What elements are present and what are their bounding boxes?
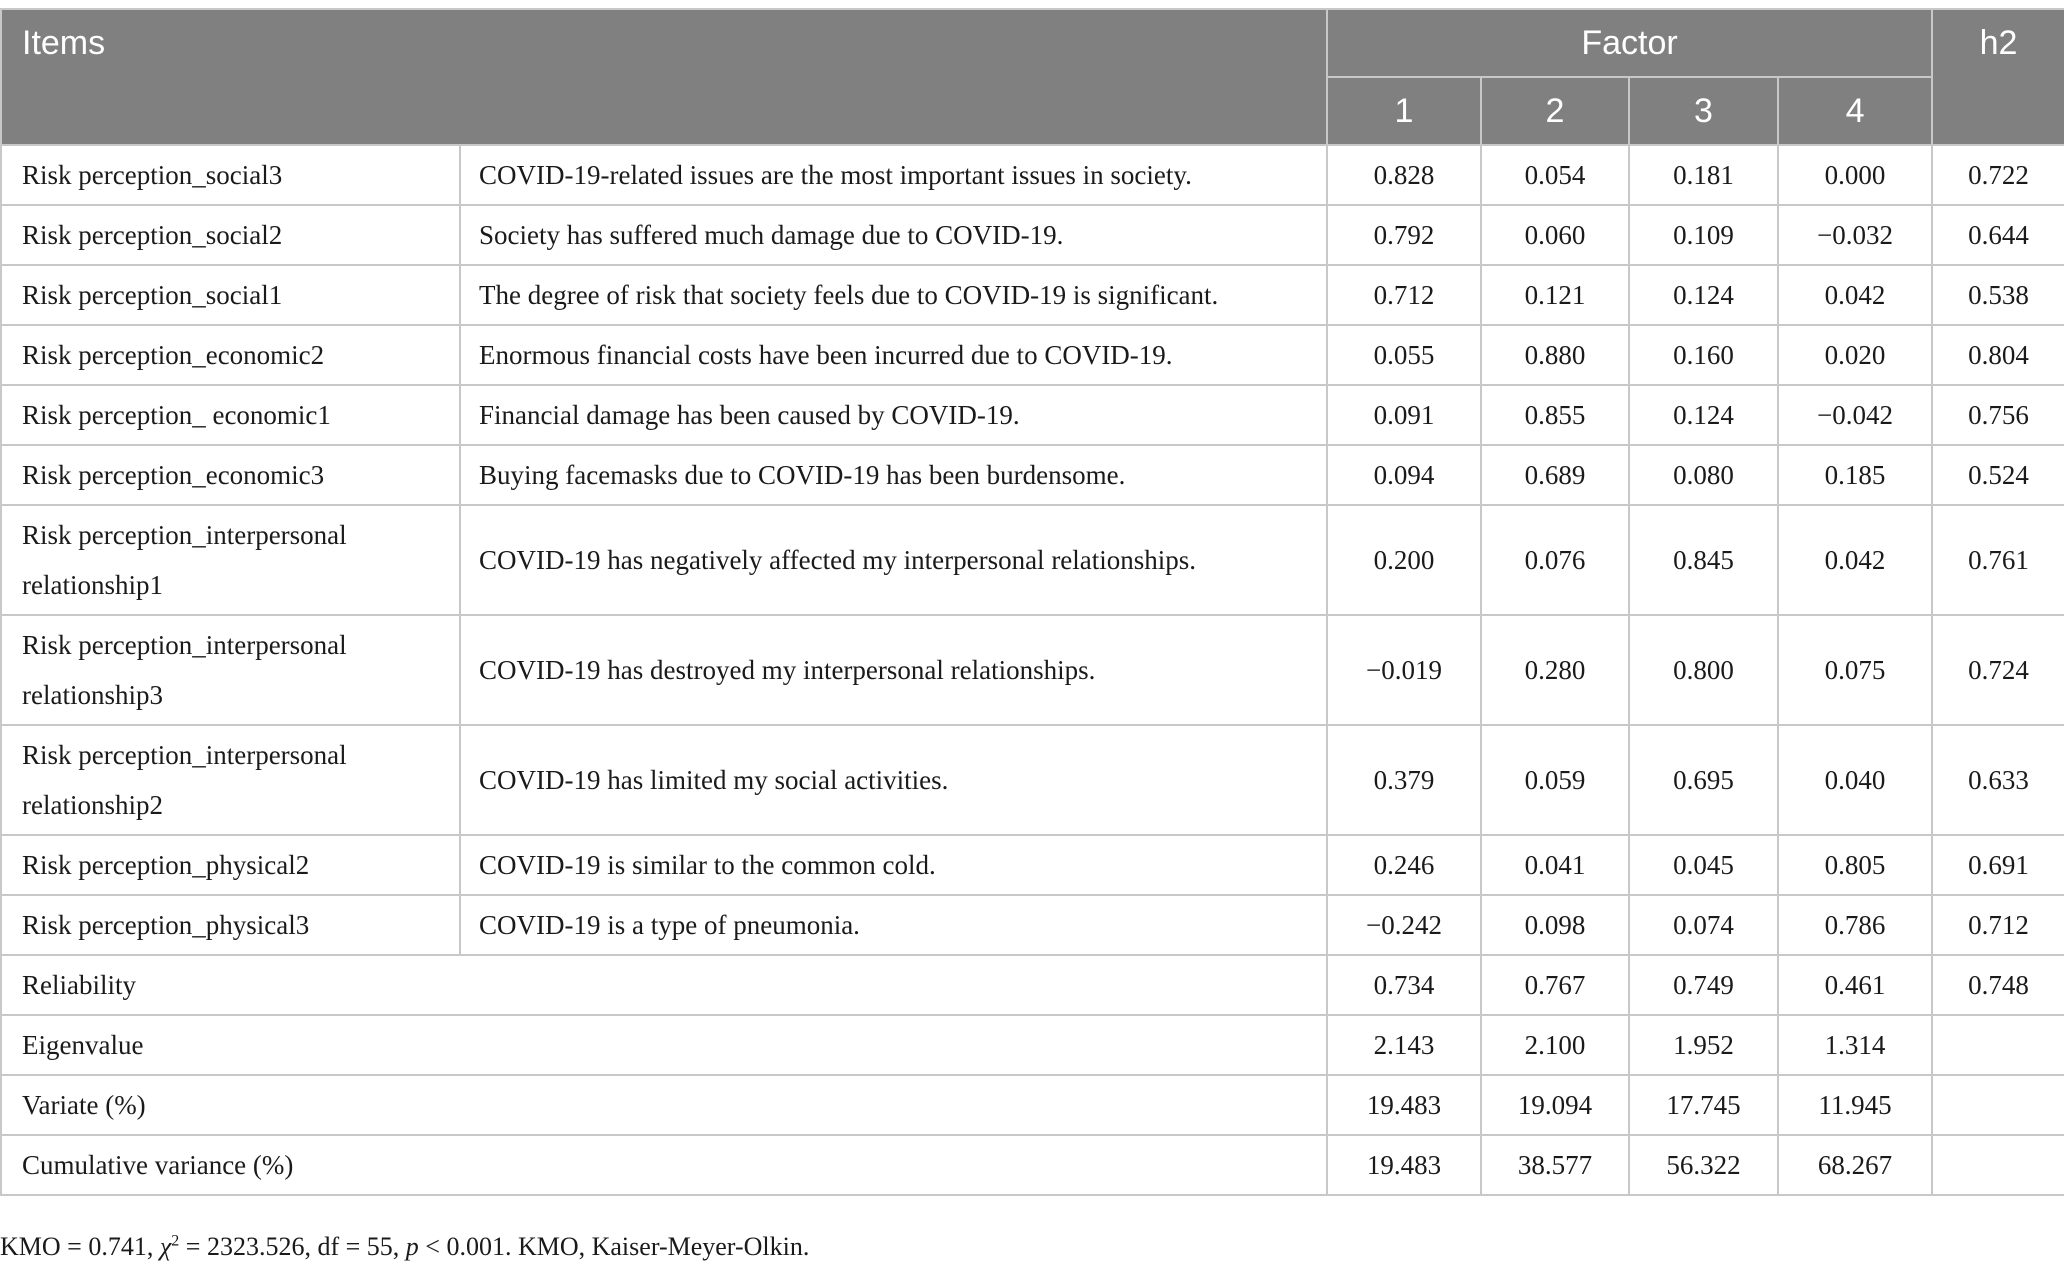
item-description: Buying facemasks due to COVID-19 has been burdensome. <box>460 445 1327 505</box>
summary-label: Variate (%) <box>1 1075 1327 1135</box>
factor-4-value: −0.032 <box>1778 205 1932 265</box>
item-description: Financial damage has been caused by COVID-19. <box>460 385 1327 445</box>
table-body <box>1 145 2064 1195</box>
footnote-chi-value: = 2323.526, df = 55, <box>179 1232 406 1261</box>
factor-3-value: 17.745 <box>1629 1075 1778 1135</box>
footnote-chi: χ <box>159 1232 172 1261</box>
item-label: Risk perception_interpersonal relationship3 <box>1 615 460 725</box>
table-row <box>1 835 2064 895</box>
factor-3-value: 0.749 <box>1629 955 1778 1015</box>
item-label: Risk perception_ economic1 <box>1 385 460 445</box>
factor-1-value: 0.200 <box>1327 505 1481 615</box>
summary-row-eigenvalue <box>1 1015 2064 1075</box>
item-description: COVID-19 has negatively affected my interpersonal relationships. <box>460 505 1327 615</box>
factor-4-value: 1.314 <box>1778 1015 1932 1075</box>
h2-value: 0.804 <box>1932 325 2064 385</box>
factor-2-value: 0.855 <box>1481 385 1629 445</box>
table-row <box>1 265 2064 325</box>
item-label: Risk perception_physical2 <box>1 835 460 895</box>
item-label: Risk perception_interpersonal relationship1 <box>1 505 460 615</box>
factor-4-value: 0.020 <box>1778 325 1932 385</box>
item-description: The degree of risk that society feels due to COVID-19 is significant. <box>460 265 1327 325</box>
factor-3-value: 0.080 <box>1629 445 1778 505</box>
h2-value: 0.691 <box>1932 835 2064 895</box>
factor-2-value: 0.689 <box>1481 445 1629 505</box>
factor-4-value: 0.042 <box>1778 505 1932 615</box>
factor-4-value: 0.042 <box>1778 265 1932 325</box>
factor-3-value: 0.695 <box>1629 725 1778 835</box>
factor-column-header: Factor <box>1327 9 1932 77</box>
item-description: Enormous financial costs have been incurred due to COVID-19. <box>460 325 1327 385</box>
factor-1-value: 0.792 <box>1327 205 1481 265</box>
table-row <box>1 725 2064 835</box>
table-row <box>1 145 2064 205</box>
factor-1-value: 0.094 <box>1327 445 1481 505</box>
footnote-p: p <box>405 1232 419 1261</box>
footnote-kmo: KMO = 0.741, <box>0 1232 160 1261</box>
h2-value: 0.756 <box>1932 385 2064 445</box>
factor-analysis-table-container <box>0 8 2064 1196</box>
table-footnote <box>0 1232 809 1262</box>
factor-2-value: 0.280 <box>1481 615 1629 725</box>
table-row <box>1 505 2064 615</box>
factor-2-value: 0.060 <box>1481 205 1629 265</box>
h2-column-header: h2 <box>1932 9 2064 145</box>
factor-analysis-table <box>0 8 2064 1196</box>
h2-value <box>1932 1075 2064 1135</box>
h2-value: 0.712 <box>1932 895 2064 955</box>
factor-4-value: 0.786 <box>1778 895 1932 955</box>
factor-3-value: 0.074 <box>1629 895 1778 955</box>
h2-value: 0.633 <box>1932 725 2064 835</box>
factor-1-value: 0.379 <box>1327 725 1481 835</box>
h2-value: 0.722 <box>1932 145 2064 205</box>
factor-3-value: 0.160 <box>1629 325 1778 385</box>
factor-3-value: 0.045 <box>1629 835 1778 895</box>
summary-label: Reliability <box>1 955 1327 1015</box>
item-label: Risk perception_economic2 <box>1 325 460 385</box>
factor-4-value: 0.000 <box>1778 145 1932 205</box>
factor-2-value: 2.100 <box>1481 1015 1629 1075</box>
factor-3-value: 0.181 <box>1629 145 1778 205</box>
summary-row-variate <box>1 1075 2064 1135</box>
factor-4-value: 0.040 <box>1778 725 1932 835</box>
h2-value: 0.724 <box>1932 615 2064 725</box>
summary-row-reliability <box>1 955 2064 1015</box>
factor-2-value: 38.577 <box>1481 1135 1629 1195</box>
factor-4-value: 0.185 <box>1778 445 1932 505</box>
factor-2-value: 0.880 <box>1481 325 1629 385</box>
item-description: COVID-19 has limited my social activities. <box>460 725 1327 835</box>
factor-3-value: 56.322 <box>1629 1135 1778 1195</box>
h2-value <box>1932 1015 2064 1075</box>
factor-1-header: 1 <box>1327 77 1481 145</box>
summary-label: Eigenvalue <box>1 1015 1327 1075</box>
table-row <box>1 615 2064 725</box>
table-row <box>1 445 2064 505</box>
h2-value: 0.761 <box>1932 505 2064 615</box>
factor-3-value: 0.109 <box>1629 205 1778 265</box>
factor-4-value: 0.461 <box>1778 955 1932 1015</box>
table-row <box>1 325 2064 385</box>
table-row <box>1 205 2064 265</box>
item-description: COVID-19 has destroyed my interpersonal relationships. <box>460 615 1327 725</box>
factor-1-value: 0.246 <box>1327 835 1481 895</box>
item-label: Risk perception_social3 <box>1 145 460 205</box>
table-row <box>1 895 2064 955</box>
footnote-p-value: < 0.001. KMO, Kaiser-Meyer-Olkin. <box>418 1232 810 1261</box>
item-description: COVID-19-related issues are the most important issues in society. <box>460 145 1327 205</box>
factor-2-value: 0.041 <box>1481 835 1629 895</box>
factor-2-value: 0.054 <box>1481 145 1629 205</box>
item-label: Risk perception_economic3 <box>1 445 460 505</box>
factor-3-value: 0.845 <box>1629 505 1778 615</box>
factor-3-value: 0.124 <box>1629 385 1778 445</box>
factor-4-value: 68.267 <box>1778 1135 1932 1195</box>
summary-row-cumulative-variance <box>1 1135 2064 1195</box>
factor-2-value: 0.121 <box>1481 265 1629 325</box>
item-label: Risk perception_interpersonal relationship2 <box>1 725 460 835</box>
factor-4-value: 0.075 <box>1778 615 1932 725</box>
h2-value: 0.748 <box>1932 955 2064 1015</box>
factor-1-value: 0.828 <box>1327 145 1481 205</box>
factor-1-value: −0.242 <box>1327 895 1481 955</box>
factor-2-value: 0.076 <box>1481 505 1629 615</box>
factor-1-value: 19.483 <box>1327 1135 1481 1195</box>
factor-3-value: 1.952 <box>1629 1015 1778 1075</box>
factor-1-value: 19.483 <box>1327 1075 1481 1135</box>
items-column-header: Items <box>1 9 1327 145</box>
item-label: Risk perception_social1 <box>1 265 460 325</box>
h2-value <box>1932 1135 2064 1195</box>
footnote-chi-superscript: 2 <box>171 1232 180 1250</box>
factor-2-value: 0.767 <box>1481 955 1629 1015</box>
h2-value: 0.644 <box>1932 205 2064 265</box>
item-description: Society has suffered much damage due to COVID-19. <box>460 205 1327 265</box>
factor-2-value: 0.098 <box>1481 895 1629 955</box>
factor-3-value: 0.124 <box>1629 265 1778 325</box>
factor-3-value: 0.800 <box>1629 615 1778 725</box>
factor-1-value: 0.055 <box>1327 325 1481 385</box>
h2-value: 0.524 <box>1932 445 2064 505</box>
factor-2-value: 19.094 <box>1481 1075 1629 1135</box>
factor-1-value: 0.091 <box>1327 385 1481 445</box>
item-label: Risk perception_physical3 <box>1 895 460 955</box>
item-label: Risk perception_social2 <box>1 205 460 265</box>
factor-4-value: 0.805 <box>1778 835 1932 895</box>
summary-label: Cumulative variance (%) <box>1 1135 1327 1195</box>
item-description: COVID-19 is a type of pneumonia. <box>460 895 1327 955</box>
factor-1-value: 0.712 <box>1327 265 1481 325</box>
factor-4-header: 4 <box>1778 77 1932 145</box>
table-header <box>1 9 2064 145</box>
factor-3-header: 3 <box>1629 77 1778 145</box>
table-row <box>1 385 2064 445</box>
item-description: COVID-19 is similar to the common cold. <box>460 835 1327 895</box>
factor-1-value: 0.734 <box>1327 955 1481 1015</box>
factor-2-value: 0.059 <box>1481 725 1629 835</box>
factor-1-value: −0.019 <box>1327 615 1481 725</box>
factor-4-value: −0.042 <box>1778 385 1932 445</box>
h2-value: 0.538 <box>1932 265 2064 325</box>
factor-1-value: 2.143 <box>1327 1015 1481 1075</box>
factor-2-header: 2 <box>1481 77 1629 145</box>
factor-4-value: 11.945 <box>1778 1075 1932 1135</box>
